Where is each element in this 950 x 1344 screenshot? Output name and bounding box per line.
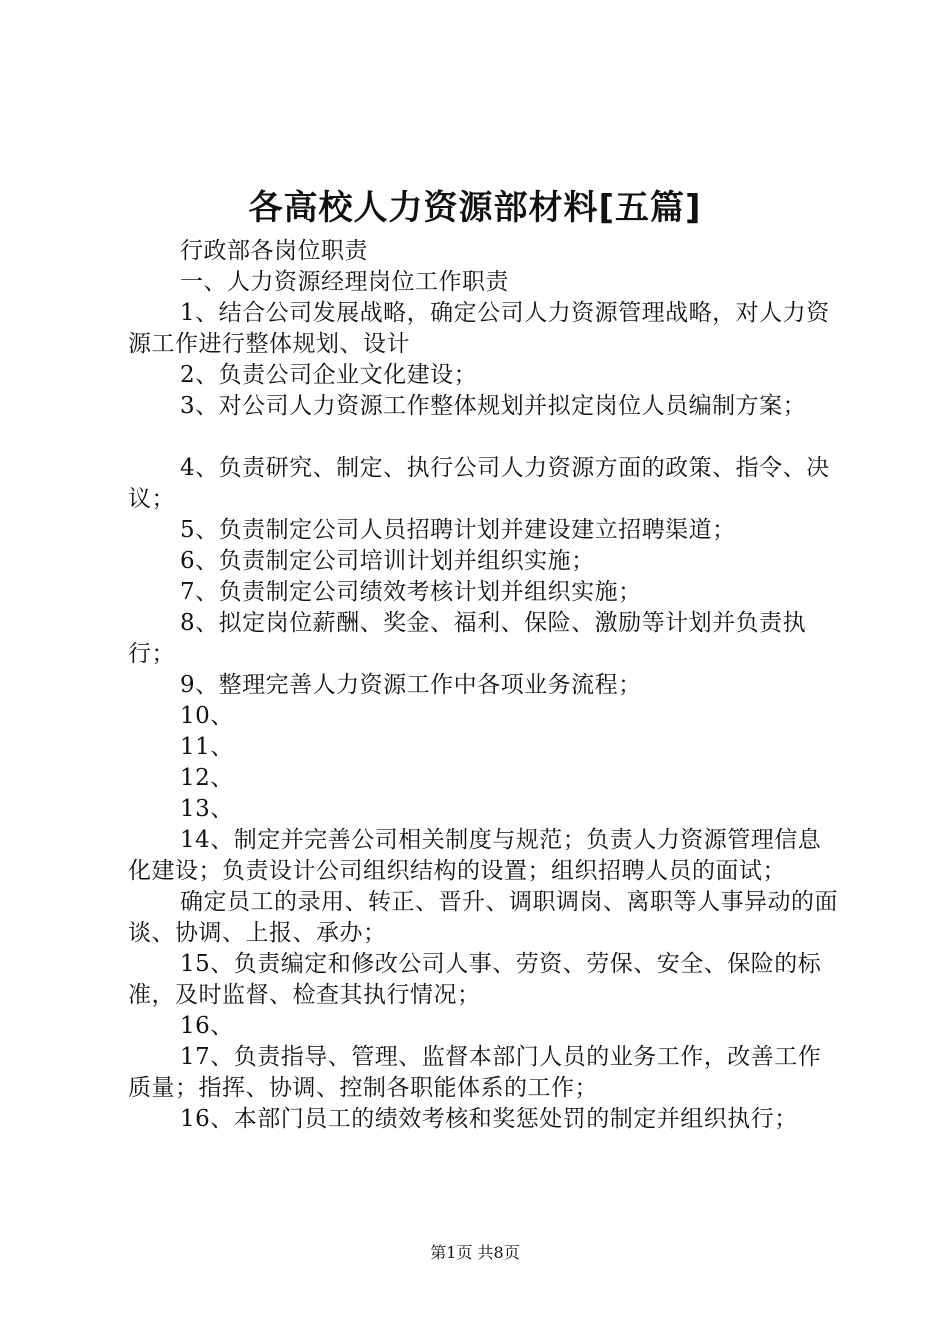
document-body bbox=[128, 236, 840, 1135]
document-title: 各高校人力资源部材料[五篇] bbox=[248, 188, 702, 228]
paragraph: 13、 bbox=[180, 796, 234, 822]
paragraph: 12、 bbox=[180, 765, 234, 791]
paragraph: 16、 bbox=[180, 1013, 234, 1039]
paragraph: 一、人力资源经理岗位工作职责 bbox=[180, 269, 509, 295]
paragraph: 16、本部门员工的绩效考核和奖惩处罚的制定并组织执行； bbox=[180, 1106, 798, 1132]
blank-line bbox=[128, 422, 840, 453]
paragraph: 14、制定并完善公司相关制度与规范；负责人力资源管理信息化建设；负责设计公司组织结构的设置；组织招聘人员的面试； bbox=[128, 827, 822, 884]
paragraph: 5、负责制定公司人员招聘计划并建设建立招聘渠道； bbox=[180, 517, 736, 543]
page-footer: 第1页 共8页 bbox=[430, 1243, 520, 1262]
paragraph: 1、结合公司发展战略，确定公司人力资源管理战略，对人力资源工作进行整体规划、设计 bbox=[128, 300, 830, 357]
paragraph: 7、负责制定公司绩效考核计划并组织实施； bbox=[180, 579, 642, 605]
paragraph: 9、整理完善人力资源工作中各项业务流程； bbox=[180, 672, 642, 698]
paragraph: 4、负责研究、制定、执行公司人力资源方面的政策、指令、决议； bbox=[128, 455, 830, 512]
paragraph: 11、 bbox=[180, 734, 234, 760]
paragraph: 10、 bbox=[180, 703, 234, 729]
paragraph: 15、负责编定和修改公司人事、劳资、劳保、安全、保险的标准，及时监督、检查其执行情况； bbox=[128, 951, 822, 1008]
paragraph: 8、拟定岗位薪酬、奖金、福利、保险、激励等计划并负责执行； bbox=[128, 610, 807, 667]
paragraph: 2、负责公司企业文化建设； bbox=[180, 362, 478, 388]
paragraph: 3、对公司人力资源工作整体规划并拟定岗位人员编制方案； bbox=[180, 393, 807, 419]
paragraph: 确定员工的录用、转正、晋升、调职调岗、离职等人事异动的面谈、协调、上报、承办； bbox=[128, 889, 838, 946]
paragraph: 17、负责指导、管理、监督本部门人员的业务工作，改善工作质量；指挥、协调、控制各职能体系的工作； bbox=[128, 1044, 822, 1101]
paragraph: 行政部各岗位职责 bbox=[180, 238, 368, 264]
paragraph: 6、负责制定公司培训计划并组织实施； bbox=[180, 548, 595, 574]
